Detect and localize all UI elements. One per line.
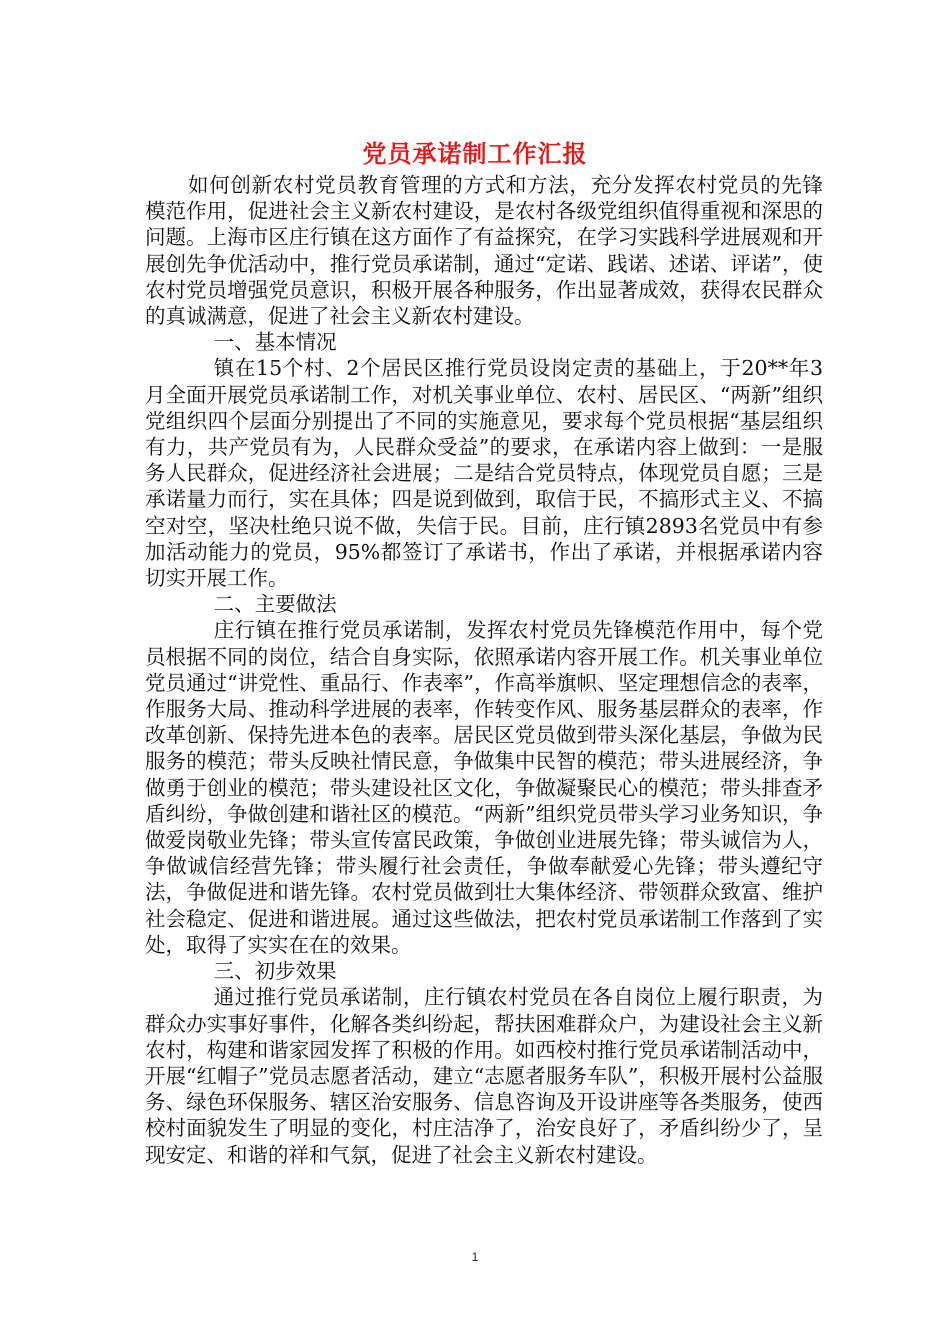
section-heading-main-practices: 二、主要做法 xyxy=(213,592,337,617)
initial-results-paragraph: 通过推行党员承诺制，庄行镇农村党员在各自岗位上履行职责，为群众办实事好事件，化解各类纠纷起，帮扶困难群众户，为建设社会主义新农村，构建和谐家园发挥了积极的作用。如西校村推行党员承诺制活动中，开展“红帽子”党员志愿者活动，建立“志愿者服务车队”，积极开展村公益服务、绿色环保服务、辖区治安服务、信息咨询及开设讲座等各类服务，使西校村面貌发生了明显的变化，村庄洁净了，治安良好了，矛盾纠纷少了，呈现安定、和谐的祥和气氛，促进了社会主义新农村建设。 xyxy=(145,985,823,1167)
page-number: 1 xyxy=(471,1250,479,1264)
document-body xyxy=(145,172,823,1168)
section-heading-initial-results: 三、初步效果 xyxy=(213,959,337,984)
basic-situation-paragraph: 镇在15个村、2个居民区推行党员设岗定责的基础上，于20**年3月全面开展党员承诺制工作，对机关事业单位、农村、居民区、“两新”组织党组织四个层面分别提出了不同的实施意见，要求每个党员根据“基层组织有力，共产党员有为，人民群众受益”的要求，在承诺内容上做到：一是服务人民群众，促进经济社会进展；二是结合党员特点，体现党员自愿；三是承诺量力而行，实在具体；四是说到做到，取信于民，不搞形式主义、不搞空对空，坚决杜绝只说不做，失信于民。目前，庄行镇2893名党员中有参加活动能力的党员，95%都签订了承诺书，作出了承诺，并根据承诺内容切实开展工作。 xyxy=(145,356,823,591)
main-practices-paragraph: 庄行镇在推行党员承诺制，发挥农村党员先锋模范作用中，每个党员根据不同的岗位，结合自身实际，依照承诺内容开展工作。机关事业单位党员通过“讲党性、重品行、作表率”，作高举旗帜、坚定理想信念的表率，作服务大局、推动科学进展的表率，作转变作风、服务基层群众的表率，作改革创新、保持先进本色的表率。居民区党员做到带头深化基层，争做为民服务的模范；带头反映社情民意，争做集中民智的模范；带头进展经济，争做勇于创业的模范；带头建设社区文化，争做凝聚民心的模范；带头排查矛盾纠纷，争做创建和谐社区的模范。“两新”组织党员带头学习业务知识，争做爱岗敬业先锋；带头宣传富民政策，争做创业进展先锋；带头诚信为人，争做诚信经营先锋；带头履行社会责任，争做奉献爱心先锋；带头遵纪守法，争做促进和谐先锋。农村党员做到壮大集体经济、带领群众致富、维护社会稳定、促进和谐进展。通过这些做法，把农村党员承诺制工作落到了实处，取得了实实在在的效果。 xyxy=(145,618,823,957)
section-heading-basic-situation: 一、基本情况 xyxy=(213,330,337,355)
document-title: 党员承诺制工作汇报 xyxy=(362,139,588,168)
intro-paragraph: 如何创新农村党员教育管理的方式和方法，充分发挥农村党员的先锋模范作用，促进社会主义新农村建设，是农村各级党组织值得重视和深思的问题。上海市区庄行镇在这方面作了有益探究，在学习实践科学进展观和开展创先争优活动中，推行党员承诺制，通过“定诺、践诺、述诺、评诺”，使农村党员增强党员意识，积极开展各种服务，作出显著成效，获得农民群众的真诚满意，促进了社会主义新农村建设。 xyxy=(145,173,823,329)
